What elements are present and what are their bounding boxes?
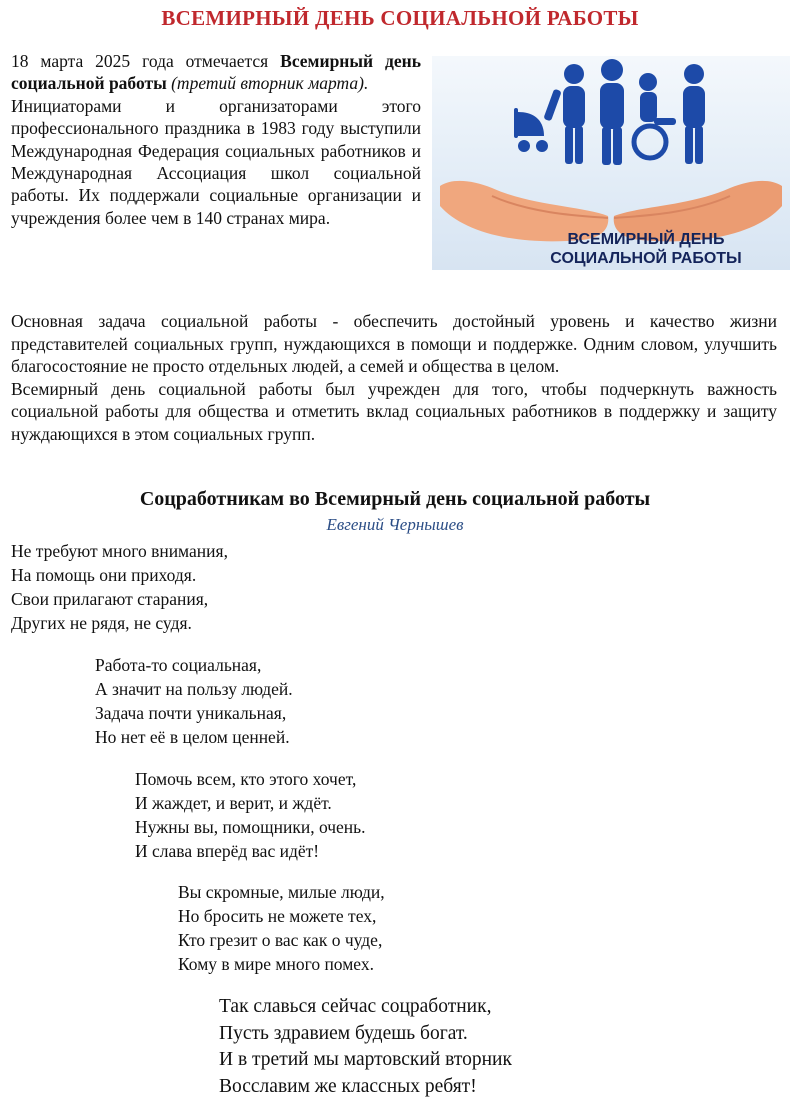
poem-title: Соцработникам во Всемирный день социальной работы	[139, 488, 651, 510]
banner-caption-line2: СОЦИАЛЬНОЙ РАБОТЫ	[550, 250, 742, 267]
banner-caption-line1: ВСЕМИРНЫЙ ДЕНЬ	[567, 231, 725, 248]
holiday-name: Всемирный день социальной работы	[11, 51, 421, 94]
poem-line: Восславим же классных ребят!	[219, 1075, 477, 1097]
poem-line: Нужны вы, помощники, очень.	[135, 817, 366, 837]
poem-stanza-1	[11, 539, 228, 635]
poem-line: А значит на пользу людей.	[95, 679, 293, 699]
poem-line: Не требуют много внимания,	[11, 541, 228, 561]
poem-line: Пусть здравием будешь богат.	[219, 1022, 468, 1044]
banner-caption	[502, 230, 790, 268]
intro-date: 18 марта 2025 года отмечается	[11, 51, 281, 71]
poem-line: Свои прилагают старания,	[11, 589, 209, 609]
main-paragraph-1: Основная задача социальной работы - обеспечить достойный уровень и качество жизни представителей социальных групп, нуждающихся в помощи и поддержке. Одним словом, улучшить благосостояние не просто отдельных людей, а семей и общества в целом.	[11, 311, 777, 376]
people-figures-icon	[514, 59, 705, 165]
banner-image	[432, 56, 790, 270]
poem-line: Так славься сейчас соцработник,	[219, 996, 492, 1017]
poem-stanza-5	[219, 994, 512, 1100]
poem-line: Кто грезит о вас как о чуде,	[178, 930, 383, 950]
poem-stanza-4	[178, 880, 385, 976]
poem-line: Помочь всем, кто этого хочет,	[135, 769, 357, 789]
poem-line: Работа-то социальная,	[95, 655, 262, 675]
poem-stanza-3	[135, 767, 366, 863]
poem-stanza-2	[95, 653, 293, 749]
poem-line: Вы скромные, милые люди,	[178, 882, 385, 902]
poem-line: Но бросить не можете тех,	[178, 906, 377, 926]
poem-line: Но нет её в целом ценней.	[95, 727, 290, 747]
intro-section	[11, 50, 421, 229]
intro-paragraph: Инициаторами и организаторами этого профессионального праздника в 1983 году выступили Международная Федерация социальных работников и Международная Ассоциация школ социальной работы. Их поддержали социальные организации и учреждения более чем в 140 странах мира.	[11, 95, 421, 228]
poem-line: И жаждет, и верит, и ждёт.	[135, 793, 332, 813]
poem-line: Других не рядя, не судя.	[11, 613, 192, 633]
intro-lead	[11, 50, 421, 95]
page-title: ВСЕМИРНЫЙ ДЕНЬ СОЦИАЛЬНОЙ РАБОТЫ	[161, 6, 639, 30]
poem-author: Евгений Чернышев	[326, 515, 464, 534]
poem-line: Задача почти уникальная,	[95, 703, 287, 723]
poem-line: На помощь они приходя.	[11, 565, 197, 585]
holiday-note: (третий вторник марта).	[171, 73, 369, 94]
main-text	[11, 310, 777, 445]
poem-line: И в третий мы мартовский вторник	[219, 1049, 512, 1070]
main-paragraph-2: Всемирный день социальной работы был учрежден для того, чтобы подчеркнуть важность социальной работы для общества и отметить вклад социальных работников в поддержку и защиту нуждающихся в этом социальных групп.	[11, 378, 777, 444]
poem-line: Кому в мире много помех.	[178, 954, 374, 974]
poem-line: И слава вперёд вас идёт!	[135, 841, 320, 861]
